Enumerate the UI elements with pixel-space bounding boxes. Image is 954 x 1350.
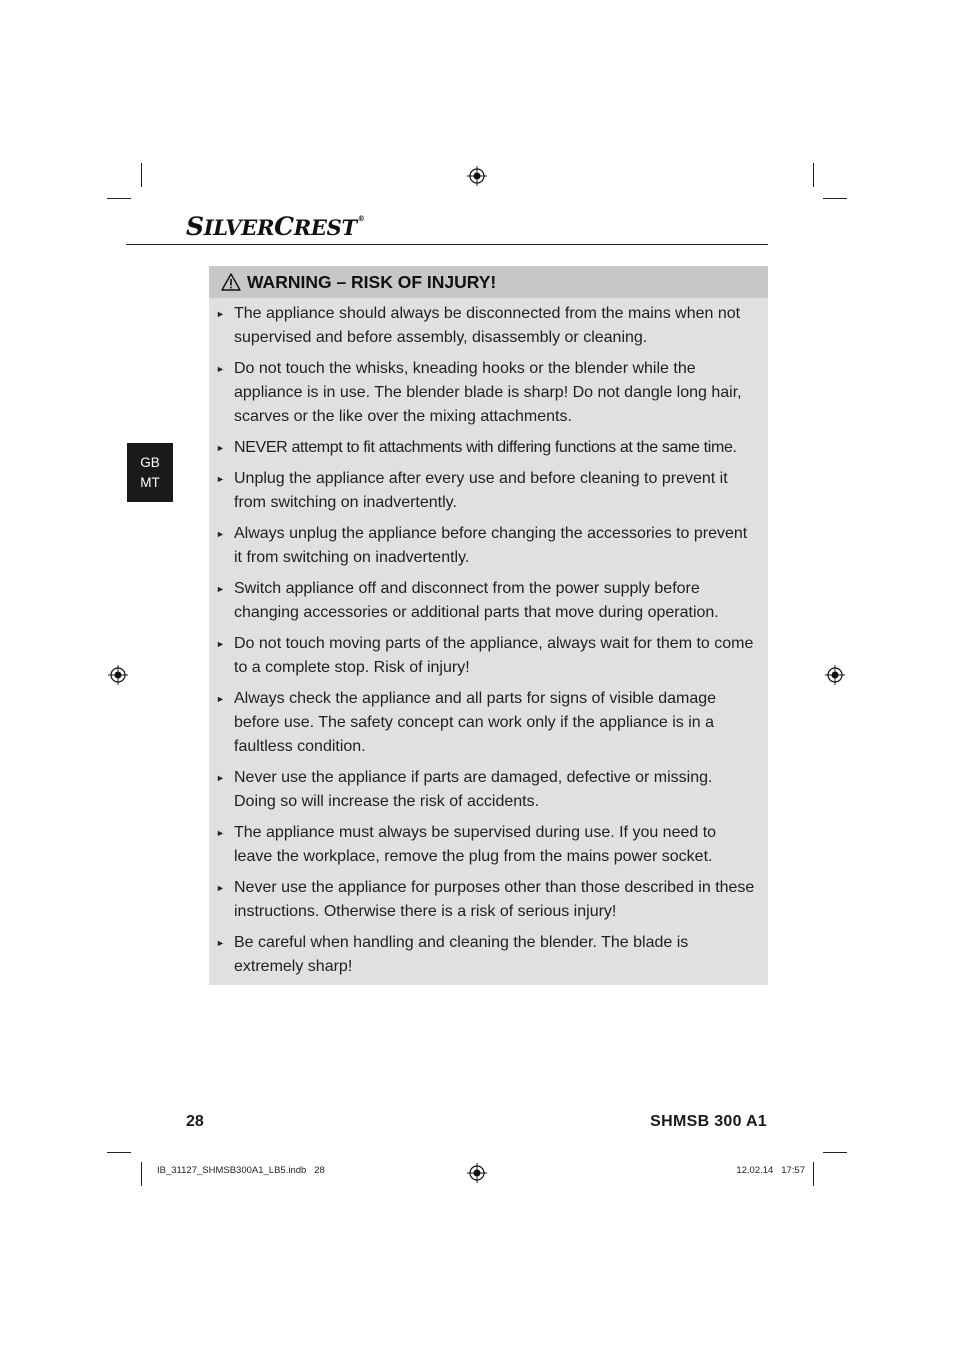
brand-logo: SILVERCREST® bbox=[186, 212, 365, 241]
list-item: ► The appliance should always be disconnected from the mains when not supervised and before assembly, disassembly or cleaning. bbox=[215, 302, 758, 350]
language-tab bbox=[127, 443, 173, 502]
print-date-info: 12.02.14 17:57 bbox=[736, 1165, 805, 1176]
triangle-bullet-icon: ► bbox=[216, 694, 225, 704]
registration-mark-icon bbox=[467, 166, 487, 186]
language-code-mt: MT bbox=[140, 474, 160, 490]
triangle-bullet-icon: ► bbox=[216, 773, 225, 783]
list-item: ► Unplug the appliance after every use and before cleaning to prevent it from switching on inadvertently. bbox=[215, 467, 758, 515]
triangle-bullet-icon: ► bbox=[216, 443, 225, 453]
crop-mark bbox=[813, 1162, 814, 1186]
triangle-bullet-icon: ► bbox=[216, 828, 225, 838]
registration-mark-icon bbox=[467, 1163, 487, 1183]
triangle-bullet-icon: ► bbox=[216, 639, 225, 649]
warning-box bbox=[209, 266, 768, 985]
triangle-bullet-icon: ► bbox=[216, 309, 225, 319]
crop-mark bbox=[141, 163, 142, 187]
list-item: ► Do not touch the whisks, kneading hooks or the blender while the appliance is in use. The blender blade is sharp! Do not dangle long hair, scarves or the like over the mixing attachments. bbox=[215, 357, 758, 429]
warning-heading-text: WARNING – RISK OF INJURY! bbox=[247, 271, 497, 292]
registration-mark-icon bbox=[108, 665, 128, 685]
print-file-info: IB_31127_SHMSB300A1_LB5.indb 28 bbox=[157, 1165, 325, 1176]
list-item: ► The appliance must always be supervised during use. If you need to leave the workplace, remove the plug from the mains power socket. bbox=[215, 821, 758, 869]
crop-mark bbox=[107, 1152, 131, 1153]
list-item: ► Always check the appliance and all parts for signs of visible damage before use. The safety concept can work only if the appliance is in a faultless condition. bbox=[215, 687, 758, 759]
warning-triangle-icon bbox=[221, 273, 241, 291]
triangle-bullet-icon: ► bbox=[216, 364, 225, 374]
page-number: 28 bbox=[186, 1113, 204, 1130]
list-item: ► Never use the appliance for purposes other than those described in these instructions. Otherwise there is a risk of serious injury! bbox=[215, 876, 758, 924]
crop-mark bbox=[107, 198, 131, 199]
crop-mark bbox=[823, 198, 847, 199]
list-item: ► Do not touch moving parts of the appliance, always wait for them to come to a complete stop. Risk of injury! bbox=[215, 632, 758, 680]
triangle-bullet-icon: ► bbox=[216, 938, 225, 948]
list-item: ► Always unplug the appliance before changing the accessories to prevent it from switching on inadvertently. bbox=[215, 522, 758, 570]
triangle-bullet-icon: ► bbox=[216, 584, 225, 594]
model-number: SHMSB 300 A1 bbox=[650, 1113, 767, 1130]
crop-mark bbox=[813, 163, 814, 187]
list-item: ► Be careful when handling and cleaning the blender. The blade is extremely sharp! bbox=[215, 931, 758, 979]
registration-mark-icon bbox=[825, 665, 845, 685]
list-item: ► Switch appliance off and disconnect from the power supply before changing accessories or additional parts that move during operation. bbox=[215, 577, 758, 625]
crop-mark bbox=[823, 1152, 847, 1153]
header-rule bbox=[126, 244, 768, 245]
triangle-bullet-icon: ► bbox=[216, 529, 225, 539]
triangle-bullet-icon: ► bbox=[216, 883, 225, 893]
list-item: ► Never use the appliance if parts are damaged, defective or missing. Doing so will increase the risk of accidents. bbox=[215, 766, 758, 814]
warning-list bbox=[209, 298, 768, 979]
language-code-gb: GB bbox=[140, 454, 160, 470]
warning-heading bbox=[209, 266, 768, 298]
triangle-bullet-icon: ► bbox=[216, 474, 225, 484]
list-item: ► NEVER attempt to fit attachments with differing functions at the same time. bbox=[215, 436, 758, 460]
crop-mark bbox=[141, 1162, 142, 1186]
